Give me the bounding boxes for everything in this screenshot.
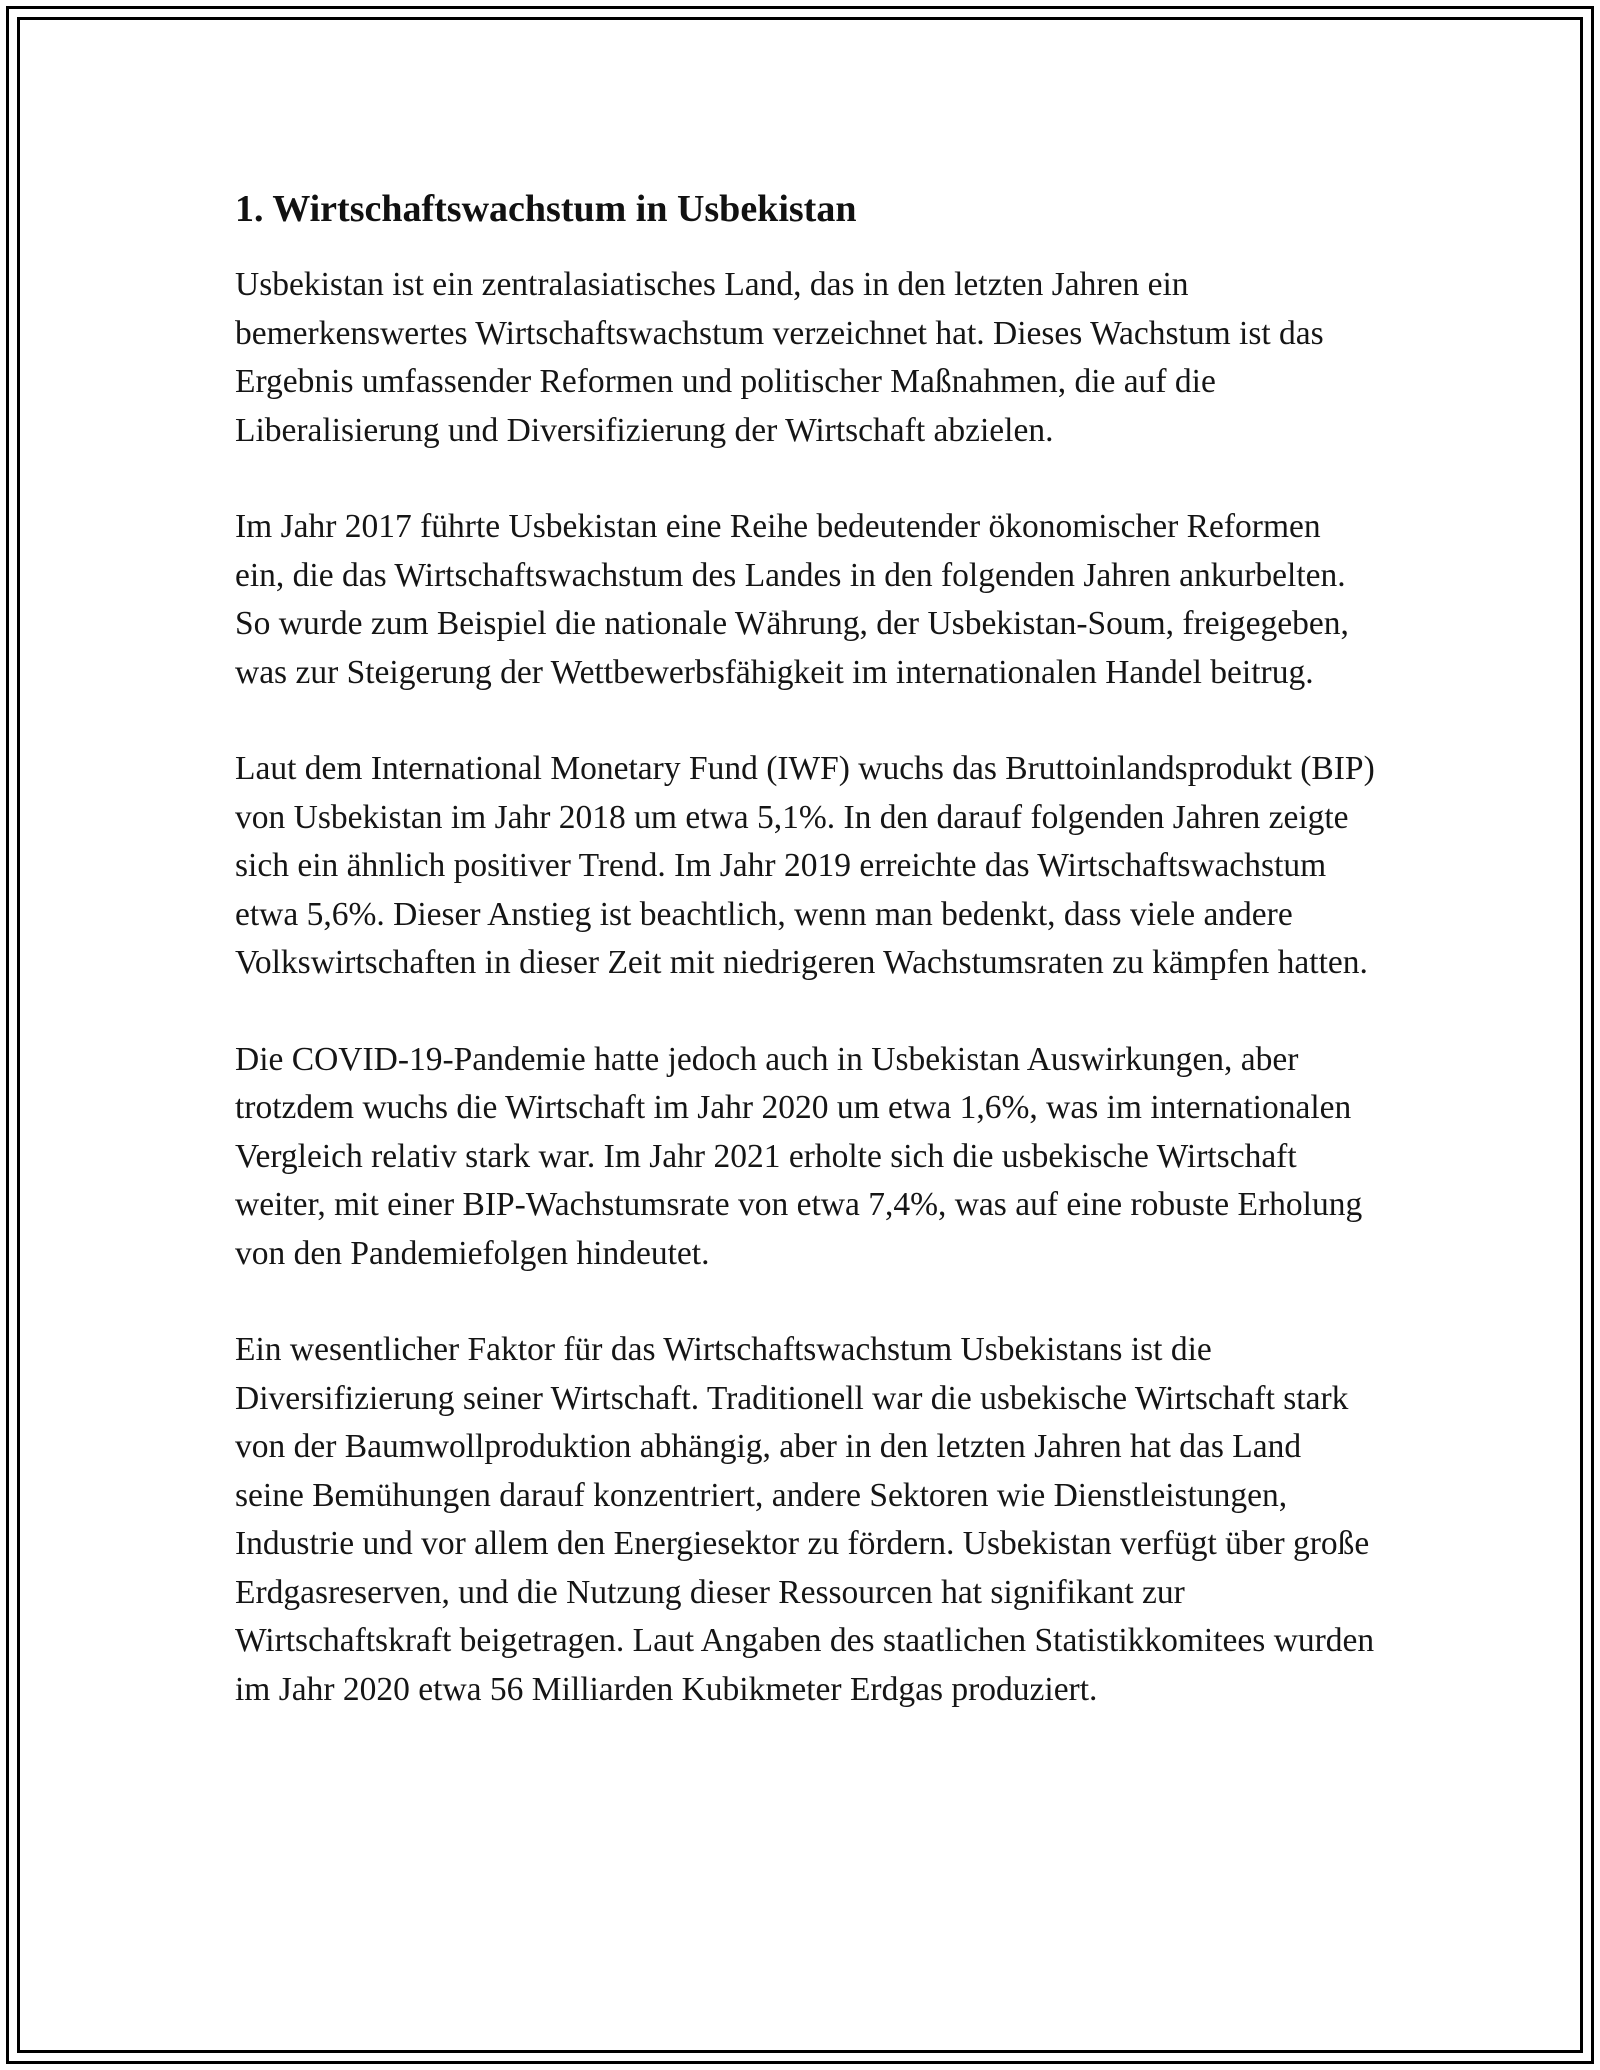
section-heading: 1. Wirtschaftswachstum in Usbekistan <box>235 188 857 230</box>
paragraph-covid-impact: Die COVID-19-Pandemie hatte jedoch auch in Usbekistan Auswirkungen, aber trotzdem wuchs die Wirtschaft im Jahr 2020 um etwa 1,6%, was im internationalen Vergleich relativ stark war. Im Jahr 2021 erholte sich die usbekische Wirtschaft weiter, mit einer BIP-Wachstumsrate von etwa 7,4%, was auf eine robuste Erholung von den Pandemiefolgen hindeutet. <box>235 1040 1363 1272</box>
paragraph-reforms-2017: Im Jahr 2017 führte Usbekistan eine Reihe bedeutender ökonomischer Reformen ein, die das Wirtschaftswachstum des Landes in den folgenden Jahren ankurbelten. So wurde zum Beispiel die nationale Währung, der Usbekistan-Soum, freigegeben, was zur Steigerung der Wettbewerbsfähigkeit im internationalen Handel beitrug. <box>235 508 1349 691</box>
paragraph-gdp-growth: Laut dem International Monetary Fund (IWF) wuchs das Bruttoinlandsprodukt (BIP) von Usbekistan im Jahr 2018 um etwa 5,1%. In den darauf folgenden Jahren zeigte sich ein ähnlich positiver Trend. Im Jahr 2019 erreichte das Wirtschaftswachstum etwa 5,6%. Dieser Anstieg ist beachtlich, wenn man bedenkt, dass viele andere Volkswirtschaften in dieser Zeit mit niedrigeren Wachstumsraten zu kämpfen hatten. <box>235 750 1375 981</box>
paragraph-diversification: Ein wesentlicher Faktor für das Wirtschaftswachstum Usbekistans ist die Diversifizierung seiner Wirtschaft. Traditionell war die usbekische Wirtschaft stark von der Baumwollproduktion abhängig, aber in den letzten Jahren hat das Land seine Bemühungen darauf konzentriert, andere Sektoren wie Dienstleistungen, Industrie und vor allem den Energiesektor zu fördern. Usbekistan verfügt über große Erdgasreserven, und die Nutzung dieser Ressourcen hat signifikant zur Wirtschaftskraft beigetragen. Laut Angaben des staatlichen Statistikkomitees wurden im Jahr 2020 etwa 56 Milliarden Kubikmeter Erdgas produziert. <box>235 1331 1375 1708</box>
paragraph-intro: Usbekistan ist ein zentralasiatisches Land, das in den letzten Jahren ein bemerkenswertes Wirtschaftswachstum verzeichnet hat. Dieses Wachstum ist das Ergebnis umfassender Reformen und politischer Maßnahmen, die auf die Liberalisierung und Diversifizierung der Wirtschaft abzielen. <box>235 266 1324 449</box>
document-content <box>235 185 1375 1762</box>
